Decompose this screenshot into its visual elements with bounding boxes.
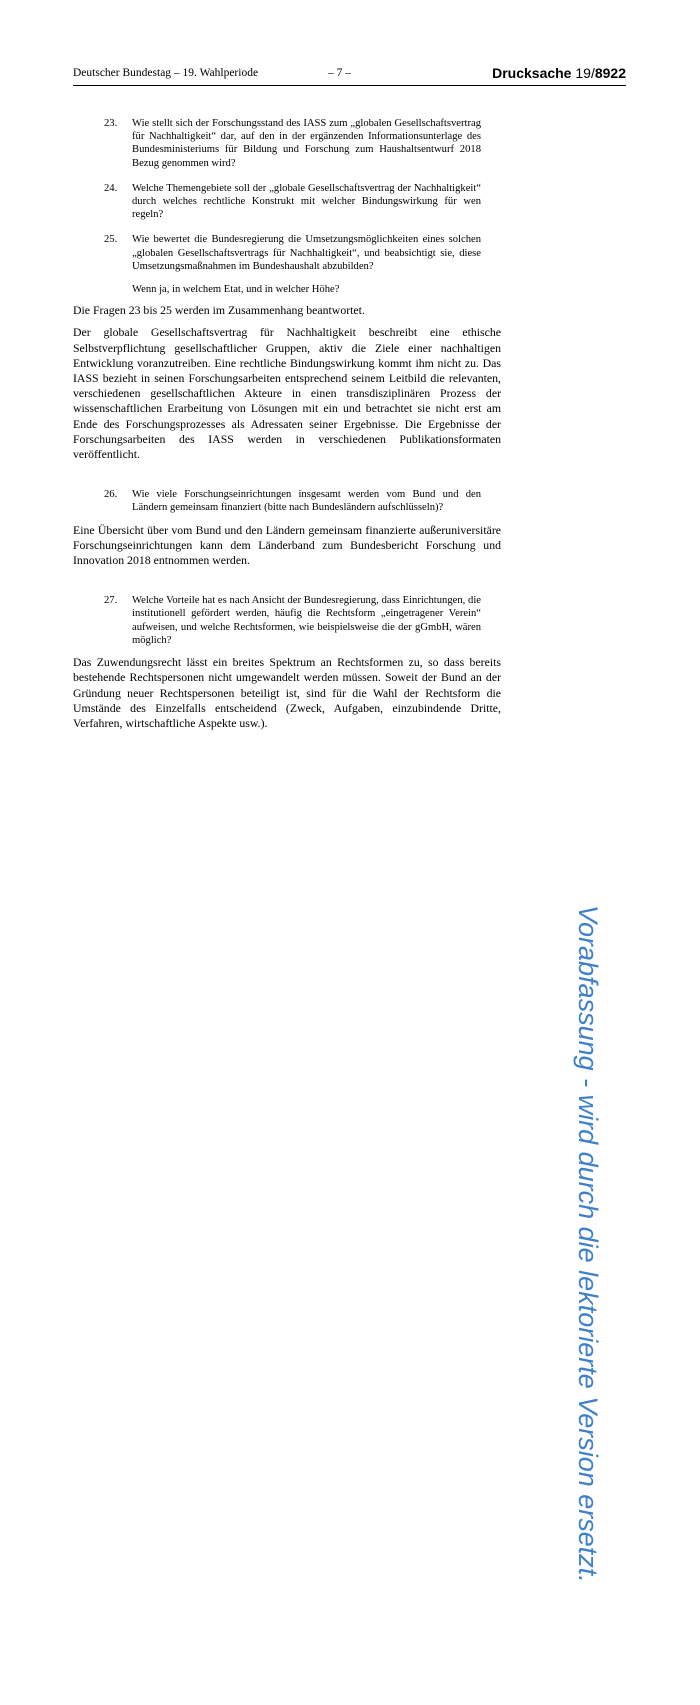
- answer-intro-23-25: Die Fragen 23 bis 25 werden im Zusammenhang beantwortet.: [73, 303, 365, 318]
- answer-27: Das Zuwendungsrecht lässt ein breites Spektrum an Rechtsformen zu, so dass bereits bestehende Rechtspersonen nicht umgewandelt werden müssen. Soweit der Bund an der Gründung neuer Rechtspersonen beteiligt ist, sind für die Wahl der Rechtsform die Umstände des Einzelfalls entscheidend (Zweck, Aufgaben, einzubindende Dritte, Verfahren, wirtschaftliche Aspekte usw.).: [73, 655, 501, 730]
- question-number: 24.: [104, 182, 118, 194]
- question-23: [104, 117, 481, 170]
- question-text: Wie stellt sich der Forschungsstand des IASS zum „globalen Gesellschaftsvertrag für Nachhaltigkeit“ dar, auf den in der ergänzenden Informationsunterlage des Bundesministeriums für Bildung und Forschung zum Haushaltsentwurf 2018 Bezug genommen wird?: [132, 118, 481, 169]
- question-text: Welche Vorteile hat es nach Ansicht der Bundesregierung, dass Einrichtungen, die institutionell gefördert werden, häufig die Rechtsform „eingetragener Verein“ aufweisen, und welche Rechtsformen, wie beispielsweise die der gGmbH, wären möglich?: [132, 595, 481, 646]
- question-number: 23.: [104, 118, 118, 129]
- document-body: [73, 117, 501, 731]
- question-26: [104, 488, 481, 514]
- drucksache-label: Drucksache: [492, 65, 572, 81]
- question-number: 26.: [104, 489, 118, 501]
- answer-26: Eine Übersicht über vom Bund und den Ländern gemeinsam finanzierte außeruniversitäre Forschungseinrichtungen kann dem Länderband zum Bundesbericht Forschung und Innovation 2018 entnommen werden.: [73, 522, 501, 568]
- header-parliament: Deutscher Bundestag – 19. Wahlperiode: [73, 67, 259, 79]
- draft-watermark: Vorabfassung - wird durch die lektorierte Version ersetzt.: [573, 905, 603, 1583]
- question-text: Welche Themengebiete soll der „globale Gesellschaftsvertrag der Nachhaltigkeit“ durch welches rechtliche Konstrukt mit welcher Bindungswirkung für wen regeln?: [132, 182, 481, 221]
- answer-23-25: Der globale Gesellschaftsvertrag für Nachhaltigkeit beschreibt eine ethische Selbstverpflichtung gesellschaftlicher Gruppen, aktiv die Ziele einer nachhaltigen Entwicklung voranzutreiben. Eine rechtliche Bindungswirkung kommt ihm nicht zu. Das IASS bezieht in seinen Forschungsarbeiten entsprechend seinem Leitbild die relevanten, verschiedenen gesellschaftlichen Akteure in einen transdisziplinären Prozess der wissenschaftlichen Erarbeitung von Lösungen mit ein und betrachtet sie nicht erst am Ende des Forschungsprozesses als Adressaten seiner Ergebnisse. Die Ergebnisse der Forschungsarbeiten des IASS werden in verschiedenen Publikationsformaten veröffentlicht.: [73, 325, 501, 462]
- question-text: Wie bewertet die Bundesregierung die Umsetzungsmöglichkeiten eines solchen „globalen Gesellschaftsvertrags für Nachhaltigkeit“, und beabsichtigt sie, diese Umsetzungsmaßnahmen im Bundeshaushalt abzubilden?: [132, 234, 481, 272]
- header-divider: [73, 85, 626, 86]
- question-25: [104, 233, 481, 273]
- question-text: Wie viele Forschungseinrichtungen insgesamt werden vom Bund und den Ländern gemeinsam finanziert (bitte nach Bundesländern aufschlüsseln)?: [132, 489, 481, 514]
- header-drucksache: [492, 65, 626, 81]
- question-24: [104, 182, 481, 222]
- question-number: 27.: [104, 595, 118, 607]
- drucksache-prefix: 19/: [571, 65, 595, 81]
- drucksache-number: 8922: [594, 65, 626, 81]
- header-page-number: – 7 –: [328, 67, 351, 79]
- question-number: 25.: [104, 234, 118, 246]
- question-25-followup: Wenn ja, in welchem Etat, und in welcher Höhe?: [132, 284, 340, 296]
- question-27: [104, 594, 481, 647]
- page-header: [73, 67, 626, 87]
